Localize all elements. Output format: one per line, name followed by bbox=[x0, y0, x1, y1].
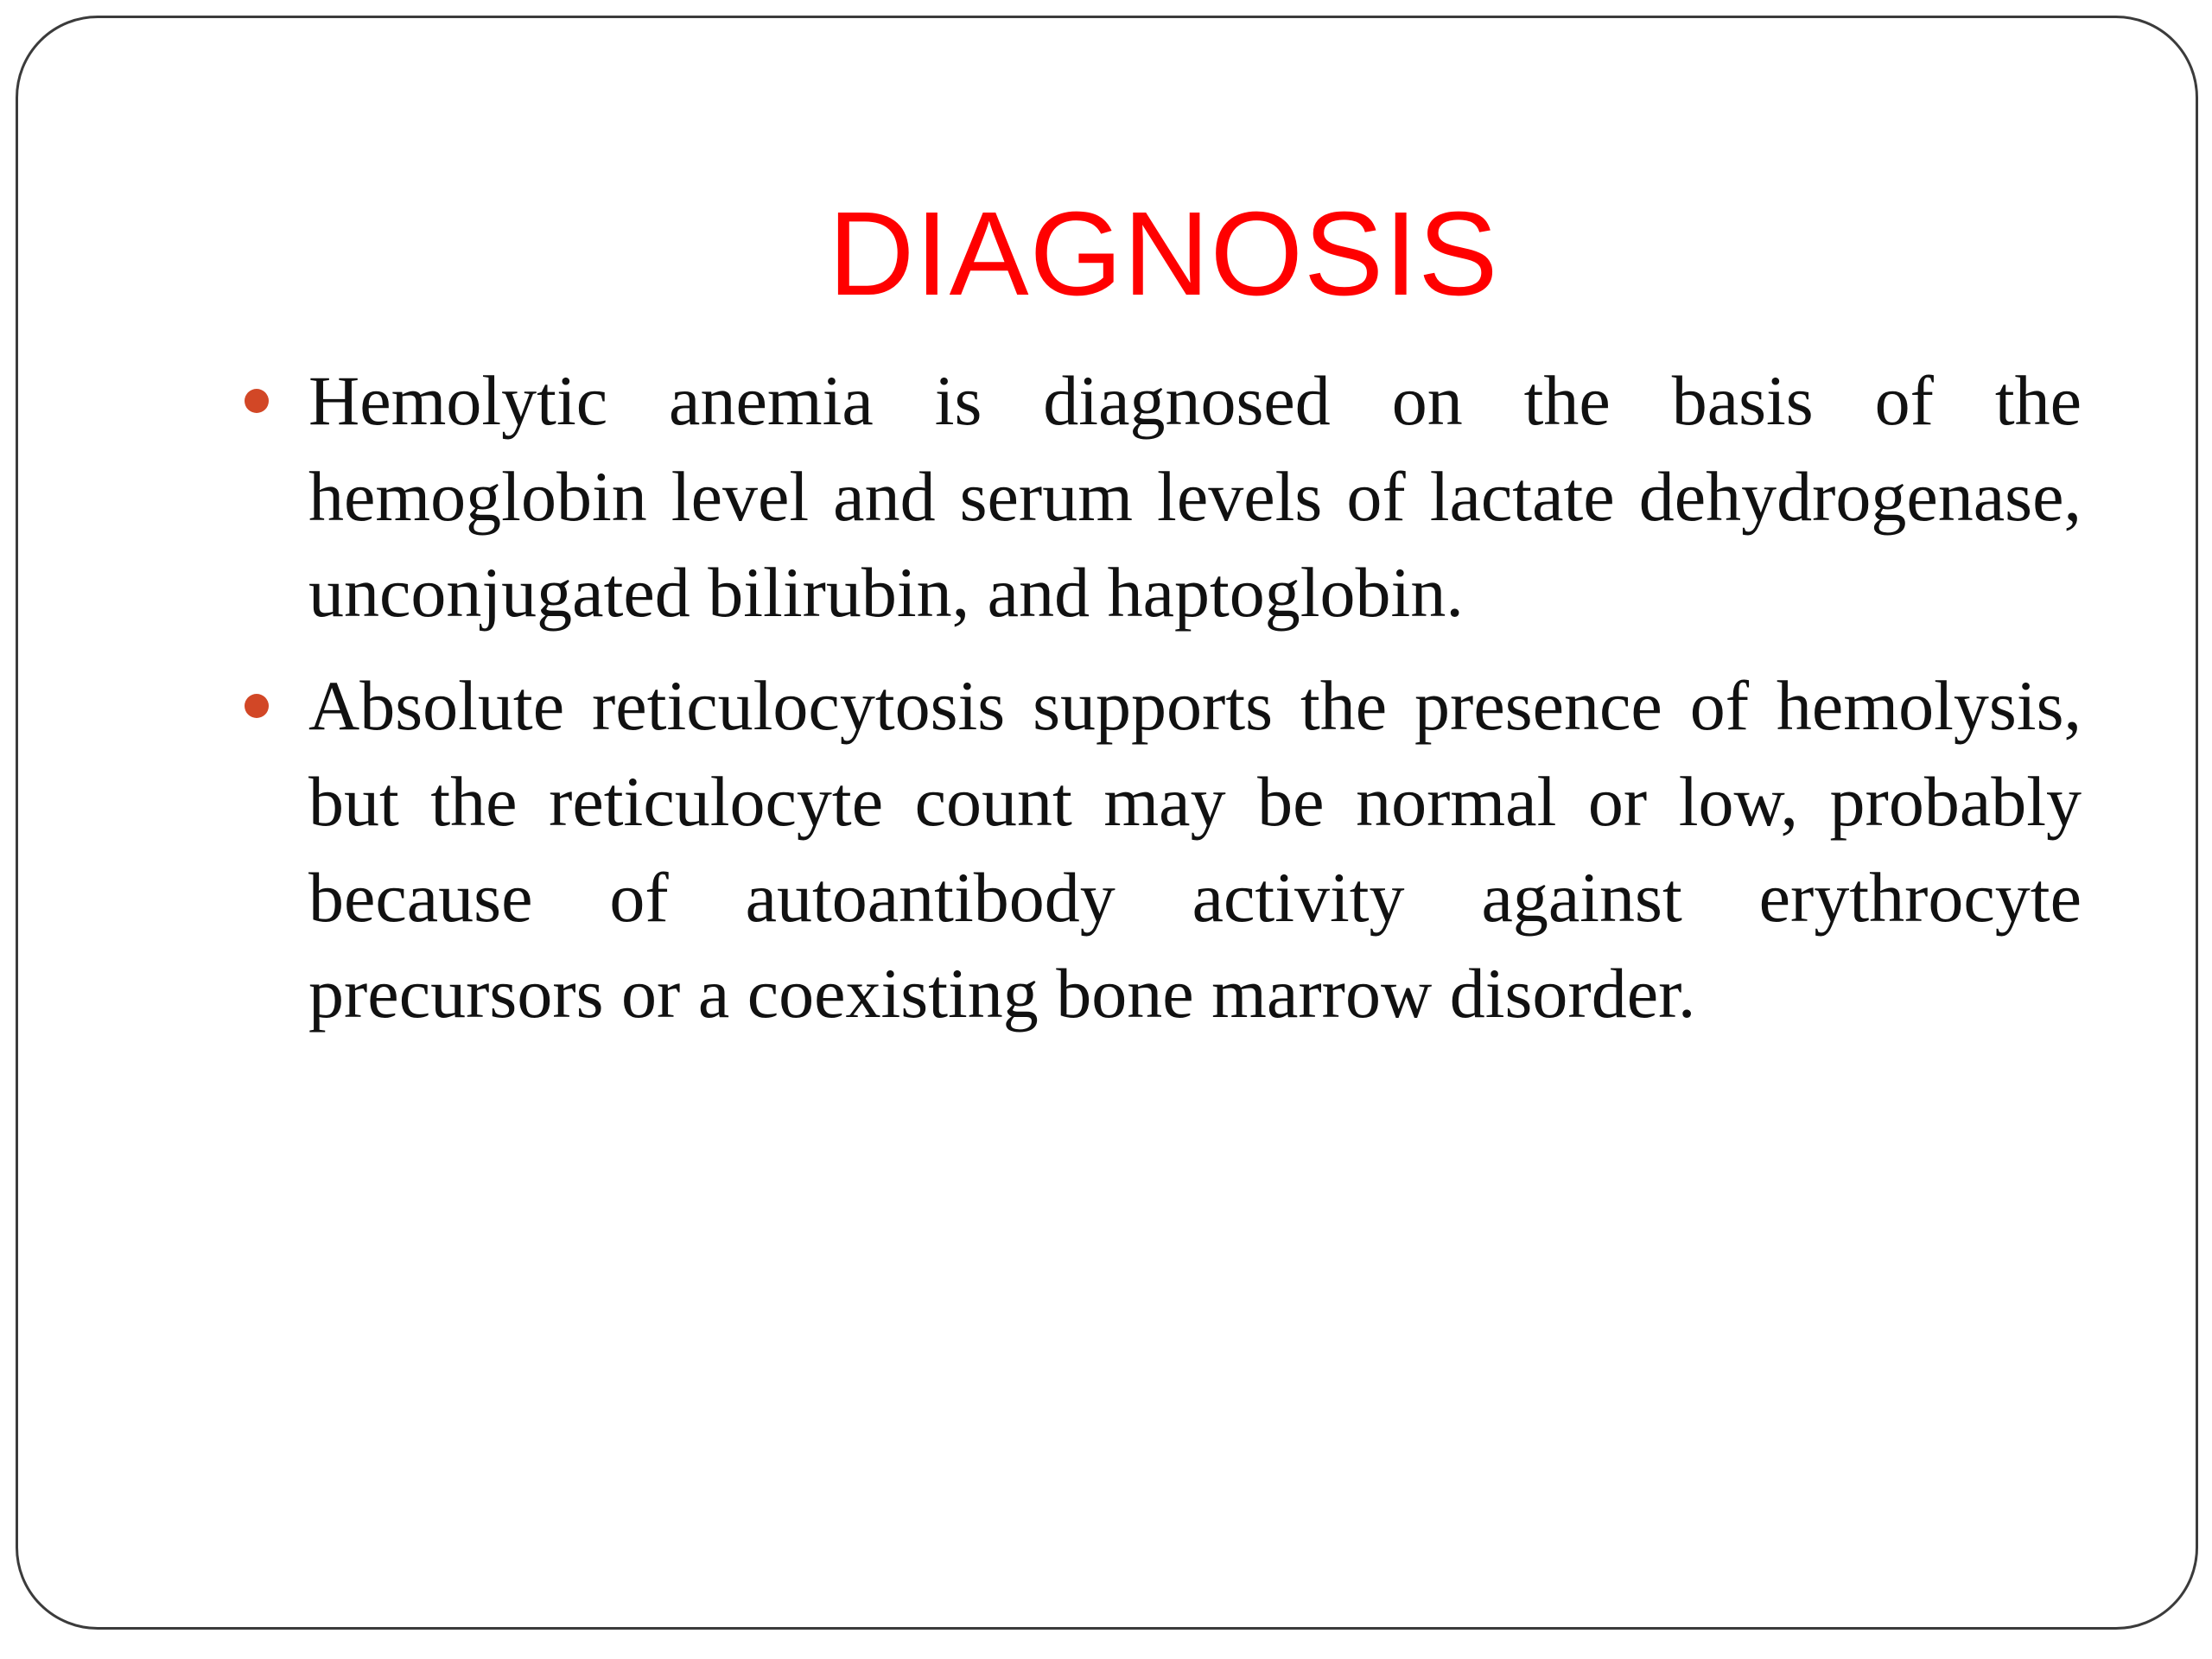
bullet-dot-icon bbox=[245, 694, 269, 718]
bullet-text: Hemolytic anemia is diagnosed on the basis of the hemoglobin level and serum levels of lactate dehydrogenase, unconjugated bilirubin, and haptoglobin. bbox=[308, 361, 2082, 632]
bullet-item bbox=[308, 353, 2082, 640]
bullet-list bbox=[308, 353, 2082, 1058]
bullet-dot-icon bbox=[245, 389, 269, 413]
bullet-item bbox=[308, 658, 2082, 1041]
bullet-text: Absolute reticulocytosis supports the presence of hemolysis, but the reticulocyte count may be normal or low, probably because of autoantibody activity against erythrocyte precursors or a coexisting bone marrow disorder. bbox=[308, 666, 2082, 1033]
slide-title: DIAGNOSIS bbox=[828, 188, 1499, 321]
